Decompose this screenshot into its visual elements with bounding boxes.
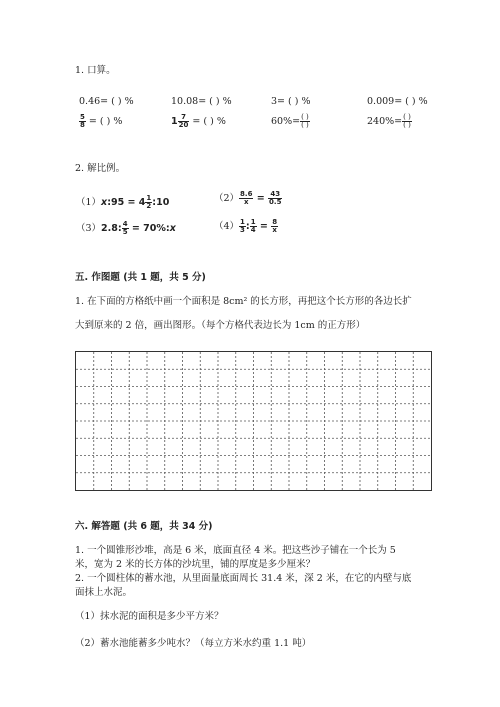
calc-2: 10.08= ( ) % [171, 96, 232, 107]
problem2-sub1: （1）抹水泥的面积是多少平方米？ [75, 611, 224, 622]
calc-1: 0.46= ( ) % [79, 96, 134, 107]
problem1-line2: 米，宽为 2 米的长方体的沙坑里，铺的厚度是多少厘米？ [75, 559, 316, 570]
proportion-1: （1）x:95 = 4 $\frac{1}{2}$ :10 [76, 194, 170, 210]
calc-8: 240%= $\frac{( )}{( )}$ [367, 113, 411, 129]
fraction-blank: $\frac{( )}{( )}$ [403, 113, 411, 129]
grid-paper[interactable] [75, 351, 432, 491]
calc-6: 1 $\frac{7}{20}$ = ( ) % [171, 113, 226, 129]
section2-title: 2. 解比例。 [75, 163, 126, 174]
drawing-question-line2: 大到原来的 2 倍，画出图形。（每个方格代表边长为 1cm 的正方形） [75, 320, 366, 331]
calc-7: 60%= $\frac{( )}{( )}$ [271, 113, 309, 129]
problem1-line1: 1. 一个圆锥形沙堆，高是 6 米，底面直径 4 米。把这些沙子铺在一个长为 5 [75, 545, 396, 556]
calc-4: 0.009= ( ) % [367, 96, 428, 107]
proportion-3: （3）2.8: $\frac{4}{5}$ = 70%:x [76, 220, 176, 236]
problem2-line2: 面抹上水泥。 [75, 587, 133, 598]
section6-heading: 六. 解答题 (共 6 题，共 34 分) [75, 521, 213, 532]
section5-heading: 五. 作图题 (共 1 题，共 5 分) [75, 272, 206, 283]
fraction: $\frac{7}{20}$ [178, 113, 189, 129]
fraction-blank: $\frac{( )}{( )}$ [301, 113, 309, 129]
proportion-2: （2） $\frac{8.6}{x}$ = $\frac{43}{0.5}$ [214, 190, 282, 206]
calc-3: 3= ( ) % [271, 96, 311, 107]
section1-title: 1. 口算。 [75, 65, 116, 76]
calc-5: $\frac{5}{8}$ = ( ) % [80, 113, 123, 129]
problem2-sub2: （2）蓄水池能蓄多少吨水？（每立方米水约重 1.1 吨） [75, 638, 312, 649]
problem2-line1: 2. 一个圆柱体的蓄水池，从里面量底面周长 31.4 米，深 2 米，在它的内壁与底 [75, 573, 412, 584]
proportion-4: （4） $\frac{1}{3}$ : $\frac{1}{4}$ = $\frac{8}{x}$ [214, 218, 278, 234]
drawing-question-line1: 1. 在下面的方格纸中画一个面积是 8cm² 的长方形，再把这个长方形的各边长扩 [75, 296, 412, 307]
grid-lines [76, 352, 431, 490]
fraction: $\frac{5}{8}$ [80, 113, 85, 129]
